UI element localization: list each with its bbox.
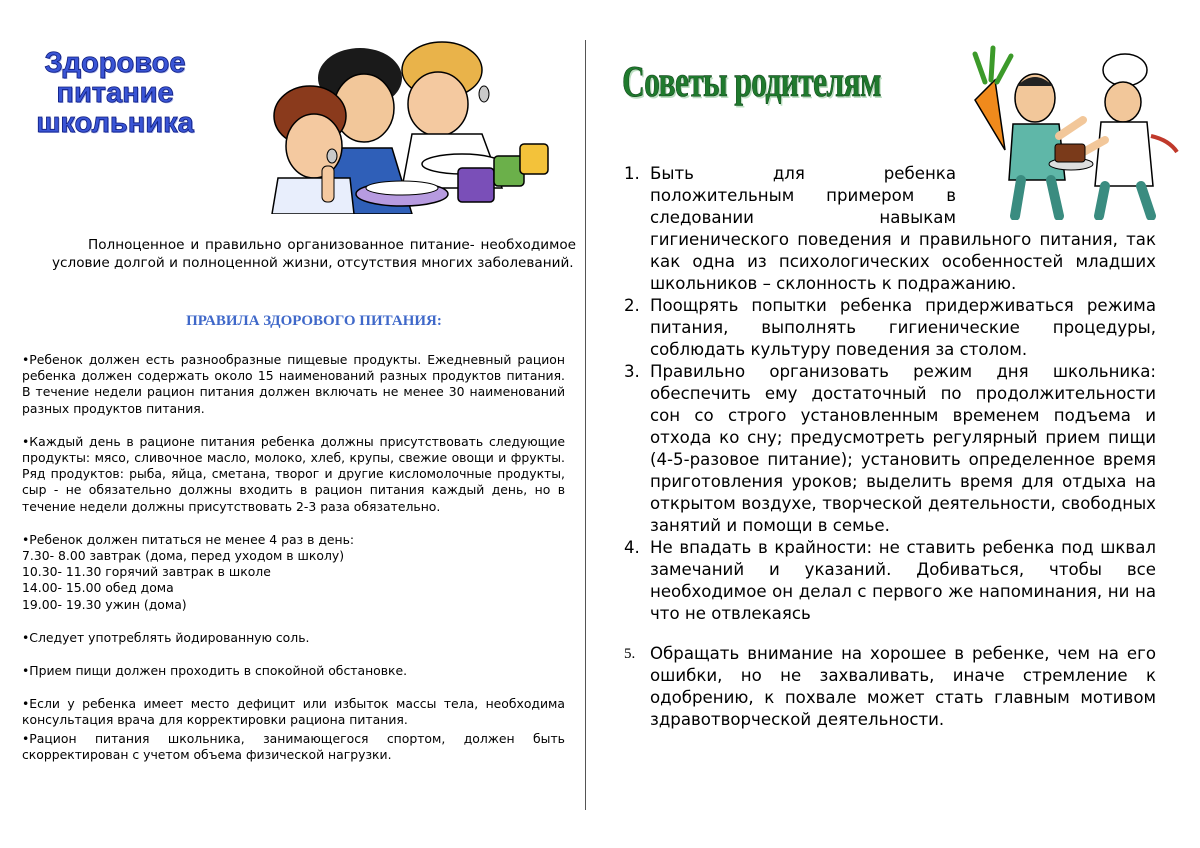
rule-item: •Если у ребенка имеет место дефицит или избыток массы тела, необходима консультация врача для корректировки рациона питания.: [22, 696, 565, 728]
rule-item: •Прием пищи должен проходить в спокойной обстановке.: [22, 663, 408, 679]
schedule-heading: •Ребенок должен питаться не менее 4 раз в день:: [22, 531, 355, 547]
item-number: 1.: [624, 164, 640, 183]
schedule-line: 10.30- 11.30 горячий завтрак в школе: [22, 564, 271, 580]
rule-item: •Следует употреблять йодированную соль.: [22, 629, 310, 645]
item-text: Обращать внимание на хорошее в ребенке, чем на его ошибки, но не захваливать, иначе стремление к одобрению, к похвале может стать главным мотивом здравотворческой деятельности.: [650, 644, 1156, 729]
rule-item: •Каждый день в рационе питания ребенка должны присутствовать следующие продукты: мясо, сливочное масло, молоко, хлеб, крупы, свежие овощи и фрукты. Ряд продуктов: рыба, яйца, сметана, творог и другие кисломолочные продукты, сыр - не обязательно должны входить в рацион питания каждый день, но в течение недели должны присутствовать 2-3 раза обязательно.: [22, 433, 565, 514]
rules-heading: ПРАВИЛА ЗДОРОВОГО ПИТАНИЯ:: [186, 313, 442, 329]
rule-item: •Ребенок должен есть разнообразные пищевые продукты. Ежедневный рацион ребенка должен содержать около 15 наименований разных продуктов питания. В течение недели рацион питания должен включать не менее 30 наименований разных продуктов питания.: [22, 352, 565, 416]
item-number: 4.: [624, 538, 640, 557]
item-text: Правильно организовать режим дня школьника: обеспечить ему достаточный по продолжительности сон со строго установленным временем подъема и отхода ко сну; предусмотреть регулярный прием пищи (4-5-разовое питание); установить определенное время приготовления уроков; выделить время для отдыха на открытом воздухе, творческой деятельности, свободных занятий и помощи в семье.: [650, 362, 1156, 535]
advice-list: [624, 163, 1156, 731]
item-number: 3.: [624, 362, 640, 381]
children-eating-illustration: [262, 38, 552, 214]
schedule-line: 14.00- 15.00 обед дома: [22, 580, 174, 596]
intro-paragraph: Полноценное и правильно организованное питание- необходимое условие долгой и полноценной жизни, отсутствия многих заболеваний.: [52, 237, 576, 271]
advice-item: [624, 643, 1156, 731]
meal-schedule: [22, 532, 565, 613]
rule-item: •Рацион питания школьника, занимающегося спортом, должен быть скорректирован с учетом объема физической нагрузки.: [22, 730, 565, 762]
item-number: 2.: [624, 296, 640, 315]
advice-title: Советы родителям: [622, 57, 881, 106]
schedule-line: 19.00- 19.30 ужин (дома): [22, 596, 187, 612]
advice-item: [624, 361, 1156, 537]
item-text: Быть для ребенка положительным примером в следовании навыкам гигиенического поведения и правильного питания, так как одна из психологических особенностей младших школьников – склонность к подражанию.: [650, 164, 1156, 293]
advice-item: [624, 295, 1156, 361]
rules-list: [22, 352, 565, 765]
advice-item: [624, 163, 1156, 295]
item-number: 5.: [624, 646, 636, 662]
advice-item: [624, 537, 1156, 625]
schedule-line: 7.30- 8.00 завтрак (дома, перед уходом в школу): [22, 548, 345, 564]
item-text: Не впадать в крайности: не ставить ребенка под шквал замечаний и указаний. Добиваться, чтобы все необходимое он делал с первого же напоминания, ни на что не отвлекаясь: [650, 538, 1156, 623]
item-text: Поощрять попытки ребенка придерживаться режима питания, выполнять гигиенические процедуры, соблюдать культуру поведения за столом.: [650, 296, 1156, 359]
page-title: Здоровое питание школьника: [36, 47, 194, 139]
column-divider: [585, 40, 586, 810]
